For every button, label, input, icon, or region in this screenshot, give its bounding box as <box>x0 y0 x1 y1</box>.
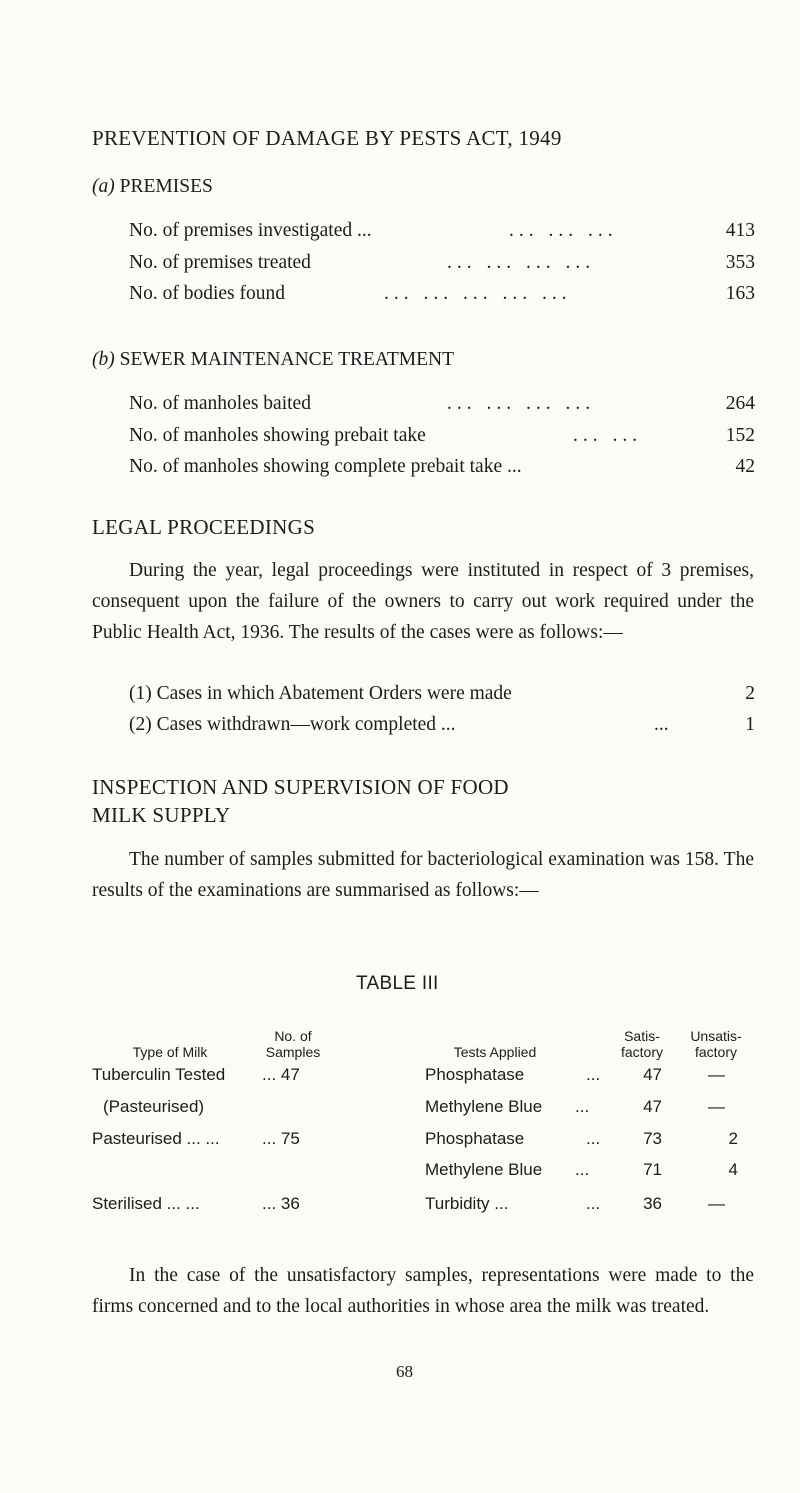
table-cell-type: Tuberculin Tested <box>92 1065 226 1084</box>
legal-heading: LEGAL PROCEEDINGS <box>92 515 316 539</box>
table-cell-test: Phosphatase <box>425 1129 525 1148</box>
legal-paragraph <box>92 555 754 648</box>
legal-item-value: 2 <box>745 683 755 704</box>
premises-row-dots: ... ... ... ... <box>447 252 596 273</box>
sewer-row-dots: ... ... ... ... <box>447 393 596 414</box>
sewer-row-baited <box>129 393 596 415</box>
table-cell-samples: ... 47 <box>262 1065 300 1084</box>
premises-letter: (a) <box>92 176 115 197</box>
table-cell-test: Methylene Blue <box>425 1097 543 1116</box>
sewer-letter: (b) <box>92 349 115 370</box>
table-cell-satisfactory: 71 <box>643 1160 662 1179</box>
table-header-samples-line1: No. of <box>274 1028 312 1044</box>
premises-title: PREMISES <box>119 176 213 197</box>
inspection-heading-line2: MILK SUPPLY <box>92 803 231 827</box>
table-cell-satisfactory: 36 <box>643 1194 662 1213</box>
table-cell-unsatisfactory: 2 <box>728 1129 738 1148</box>
table-cell-samples: ... 36 <box>262 1194 300 1213</box>
table-cell-satisfactory: 47 <box>643 1065 662 1084</box>
table-cell-test-dots: ... <box>586 1129 601 1148</box>
table-header-unsatisfactory <box>676 1028 756 1060</box>
legal-item-label: (1) Cases in which Abatement Orders were made <box>129 683 512 704</box>
sewer-value-prebait: 152 <box>725 425 755 446</box>
table-header-satisfactory-line1: Satis- <box>624 1028 660 1044</box>
inspection-paragraph <box>92 844 754 906</box>
sewer-heading <box>92 349 454 371</box>
sewer-value-baited: 264 <box>725 393 755 414</box>
table-header-satisfactory <box>606 1028 678 1060</box>
premises-row-label: No. of bodies found <box>129 283 285 304</box>
table-cell-satisfactory: 47 <box>643 1097 662 1116</box>
premises-heading <box>92 176 213 198</box>
table-header-type: Type of Milk <box>132 1044 208 1060</box>
table-header-satisfactory-line2: factory <box>620 1044 663 1060</box>
table-cell-test: Methylene Blue <box>425 1160 543 1179</box>
premises-value-treated: 353 <box>725 252 755 273</box>
table-cell-test: Turbidity ... <box>425 1194 509 1213</box>
table-cell-unsatisfactory: — <box>708 1194 725 1213</box>
closing-paragraph <box>92 1260 754 1322</box>
sewer-row-label: No. of manholes showing complete prebait take ... <box>129 456 522 477</box>
inspection-heading-line1: INSPECTION AND SUPERVISION OF FOOD <box>92 775 509 799</box>
sewer-title: SEWER MAINTENANCE TREATMENT <box>119 349 454 370</box>
table-cell-test-dots: ... <box>575 1160 590 1179</box>
table-cell-test-dots: ... <box>586 1194 601 1213</box>
sewer-row-dots: ... ... <box>573 425 643 446</box>
legal-paragraph-text: During the year, legal proceedings were instituted in respect of 3 premises, consequent upon the failure of the owners to carry out work required under the Public Health Act, 1936. The results of the cases were as follows:— <box>92 560 754 643</box>
legal-item-label: (2) Cases withdrawn—work completed ... <box>129 714 456 735</box>
sewer-value-complete: 42 <box>735 456 755 477</box>
pests-act-heading: PREVENTION OF DAMAGE BY PESTS ACT, 1949 <box>92 126 562 150</box>
table-cell-type: Pasteurised ... ... <box>92 1129 220 1148</box>
table-cell-type: Sterilised ... ... <box>92 1194 200 1213</box>
legal-item-abatement <box>129 683 512 705</box>
legal-item-withdrawn <box>129 714 669 736</box>
premises-value-bodies: 163 <box>725 283 755 304</box>
table-header-samples-line2: Samples <box>265 1044 321 1060</box>
table-header-unsatisfactory-line2: factory <box>694 1044 737 1060</box>
premises-row-investigated <box>129 220 618 242</box>
premises-value-investigated: 413 <box>725 220 755 241</box>
table-cell-unsatisfactory: 4 <box>728 1160 738 1179</box>
sewer-row-complete <box>129 456 522 478</box>
page-number: 68 <box>396 1362 413 1381</box>
table-cell-satisfactory: 73 <box>643 1129 662 1148</box>
premises-row-dots: ... ... ... <box>509 220 618 241</box>
table-cell-test: Phosphatase <box>425 1065 525 1084</box>
legal-item-dots: ... <box>654 714 669 735</box>
premises-row-treated <box>129 252 596 274</box>
table-cell-test-dots: ... <box>586 1065 601 1084</box>
premises-row-label: No. of premises treated <box>129 252 311 273</box>
table-cell-unsatisfactory: — <box>708 1065 725 1084</box>
table-cell-unsatisfactory: — <box>708 1097 725 1116</box>
table-header-tests: Tests Applied <box>453 1044 537 1060</box>
inspection-paragraph-text: The number of samples submitted for bacteriological examination was 158. The results of the examinations are summarised as follows:— <box>92 849 754 901</box>
premises-row-dots: ... ... ... ... ... <box>384 283 572 304</box>
table-cell-test-dots: ... <box>575 1097 590 1116</box>
sewer-row-label: No. of manholes showing prebait take <box>129 425 426 446</box>
premises-row-label: No. of premises investigated ... <box>129 220 372 241</box>
table-cell-samples: ... 75 <box>262 1129 300 1148</box>
sewer-row-prebait <box>129 425 643 447</box>
premises-row-bodies <box>129 283 572 305</box>
closing-paragraph-text: In the case of the unsatisfactory samples, representations were made to the firms concerned and to the local authorities in whose area the milk was treated. <box>92 1265 754 1317</box>
table-title: TABLE III <box>356 973 439 994</box>
table-cell-type: (Pasteurised) <box>103 1097 205 1116</box>
legal-item-value: 1 <box>745 714 755 735</box>
table-header-samples <box>252 1028 334 1060</box>
table-header-unsatisfactory-line1: Unsatis- <box>690 1028 742 1044</box>
sewer-row-label: No. of manholes baited <box>129 393 311 414</box>
